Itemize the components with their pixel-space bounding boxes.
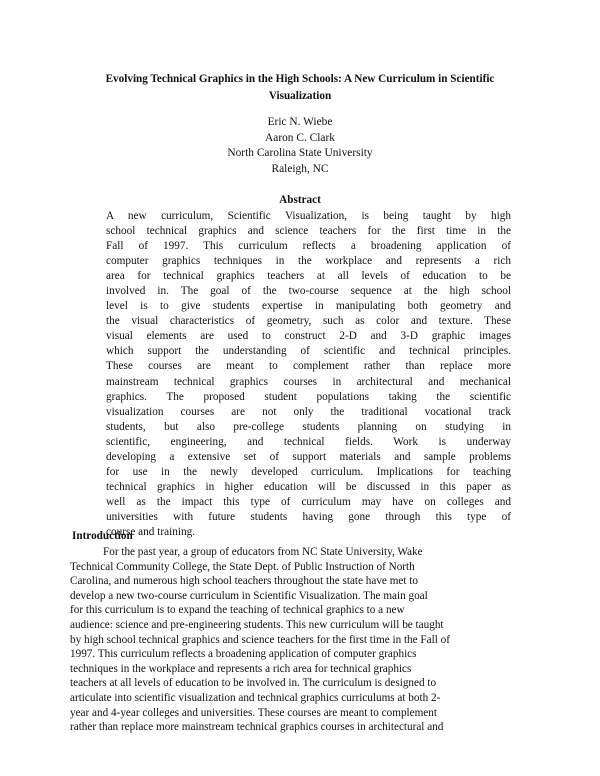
abstract-line: course and training. [106,525,196,538]
introduction-line: Technical Community College, the State Dept. of Public Instruction of North [70,560,415,573]
abstract-line: developing a extensive set of support materials and sample problems [106,450,511,463]
abstract-line: the visual characteristics of geometry, such as color and texture. These [106,315,511,328]
introduction-line: audience: science and pre-engineering students. This new curriculum will be taught [70,618,444,631]
author-name: Aaron C. Clark [265,131,335,144]
introduction-line: techniques in the workplace and represents a rich area for technical graphics [70,662,412,675]
title-line: Evolving Technical Graphics in the High Schools: A New Curriculum in Scientific [105,73,495,85]
abstract-line: visualization courses are not only the traditional vocational track [106,405,511,418]
abstract-line: for use in the newly developed curriculum. Implications for teaching [106,465,511,478]
introduction-line: For the past year, a group of educators from NC State University, Wake [103,546,423,558]
introduction-line: develop a new two-course curriculum in Scientific Visualization. The main goal [70,589,428,602]
introduction-line: teachers at all levels of education to be involved in. The curriculum is designed to [70,677,437,690]
abstract-line: area for technical graphics teachers at all levels of education to be [106,270,511,283]
introduction-line: year and 4-year colleges and universities. These courses are meant to complement [70,706,437,719]
abstract-body [106,209,511,540]
abstract-line: which support the understanding of scientific and technical principles. [106,345,511,358]
introduction-body [70,545,530,735]
abstract-line: well as the impact this type of curriculum may have on colleges and [106,495,511,508]
introduction-line: rather than replace more mainstream technical graphics courses in architectural and [70,721,444,734]
introduction-line: articulate into scientific visualization and technical graphics curriculums at both 2- [70,691,441,704]
abstract-line: A new curriculum, Scientific Visualization, is being taught by high [106,210,511,222]
author-name: Eric N. Wiebe [267,116,333,128]
abstract-line: These courses are meant to complement rather than replace more [106,360,511,373]
abstract-line: visual elements are used to construct 2-D and 3-D graphic images [106,330,511,343]
abstract-line: level is to give students expertise in manipulating both geometry and [106,300,511,313]
author-block [100,115,500,177]
abstract-line: students, but also pre-college students planning on studying in [106,420,511,433]
abstract-heading: Abstract [279,194,321,206]
title-line: Visualization [268,90,332,102]
author-location: Raleigh, NC [271,162,329,175]
abstract-line: technical graphics in higher education will be discussed in this paper as [106,480,511,493]
introduction-heading: Introduction [72,530,133,542]
abstract-line: graphics. The proposed student populations taking the scientific [106,390,511,403]
paper-title [60,71,540,105]
abstract-line: Fall of 1997. This curriculum reflects a broadening application of [106,240,511,253]
author-affiliation: North Carolina State University [227,147,373,160]
abstract-line: computer graphics techniques in the workplace and represents a rich [106,255,511,268]
introduction-line: for this curriculum is to expand the teaching of technical graphics to a new [70,604,405,617]
abstract-line: universities with future students having gone through this type of [106,510,511,523]
abstract-line: mainstream technical graphics courses in architectural and mechanical [106,375,511,388]
introduction-line: by high school technical graphics and science teachers for the first time in the Fall of [70,633,450,646]
abstract-line: involved in. The goal of the two-course sequence at the high school [106,285,511,298]
abstract-line: scientific, engineering, and technical fields. Work is underway [106,435,511,448]
introduction-line: Carolina, and numerous high school teachers throughout the state have met to [70,575,418,588]
introduction-line: 1997. This curriculum reflects a broadening application of computer graphics [70,648,417,661]
abstract-line: school technical graphics and science teachers for the first time in the [106,225,511,238]
